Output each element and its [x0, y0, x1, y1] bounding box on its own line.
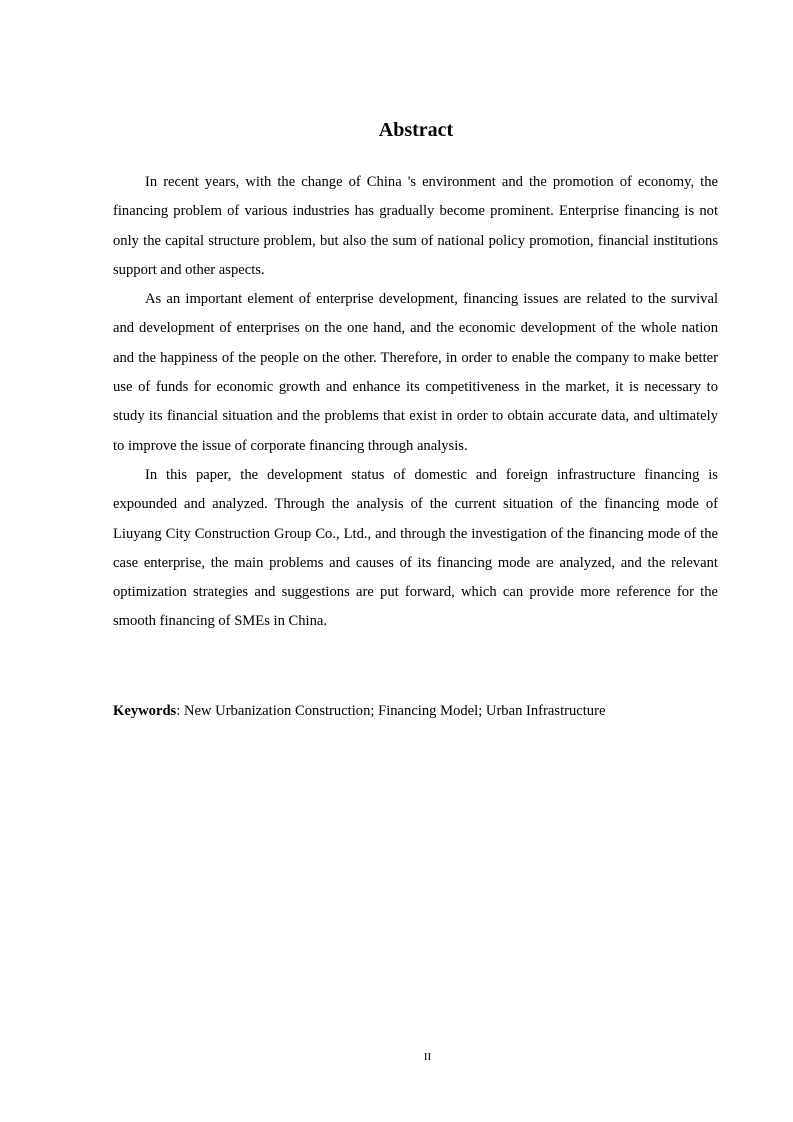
abstract-body — [113, 168, 718, 637]
abstract-title: Abstract — [378, 119, 454, 141]
keywords-separator: : — [176, 703, 184, 719]
abstract-paragraph-3: In this paper, the development status of domestic and foreign infrastructure financing is expounded and analyzed. Through the analysis of the current situation of the financing mode of Liuyang City Construction Group Co., Ltd., and through the investigation of the financing mode of the case enterprise, the main problems and causes of its financing mode are analyzed, and the relevant optimization strategies and suggestions are put forward, which can provide more reference for the smooth financing of SMEs in China. — [113, 466, 718, 630]
abstract-paragraph-1: In recent years, with the change of China 's environment and the promotion of economy, the financing problem of various industries has gradually become prominent. Enterprise financing is not only the capital structure problem, but also the sum of national policy promotion, financial institutions support and other aspects. — [113, 174, 718, 278]
keywords-text: New Urbanization Construction; Financing Model; Urban Infrastructure — [183, 703, 606, 719]
keywords-line — [113, 697, 733, 725]
page-number: II — [423, 1051, 432, 1063]
keywords-label: Keywords — [113, 703, 177, 719]
abstract-paragraph-2: As an important element of enterprise development, financing issues are related to the survival and development of enterprises on the one hand, and the economic development of the whole nation and the happiness of the people on the other. Therefore, in order to enable the company to make better use of funds for economic growth and enhance its competitiveness in the market, it is necessary to study its financial situation and the problems that exist in order to obtain accurate data, and ultimately to improve the issue of corporate financing through analysis. — [113, 291, 718, 454]
